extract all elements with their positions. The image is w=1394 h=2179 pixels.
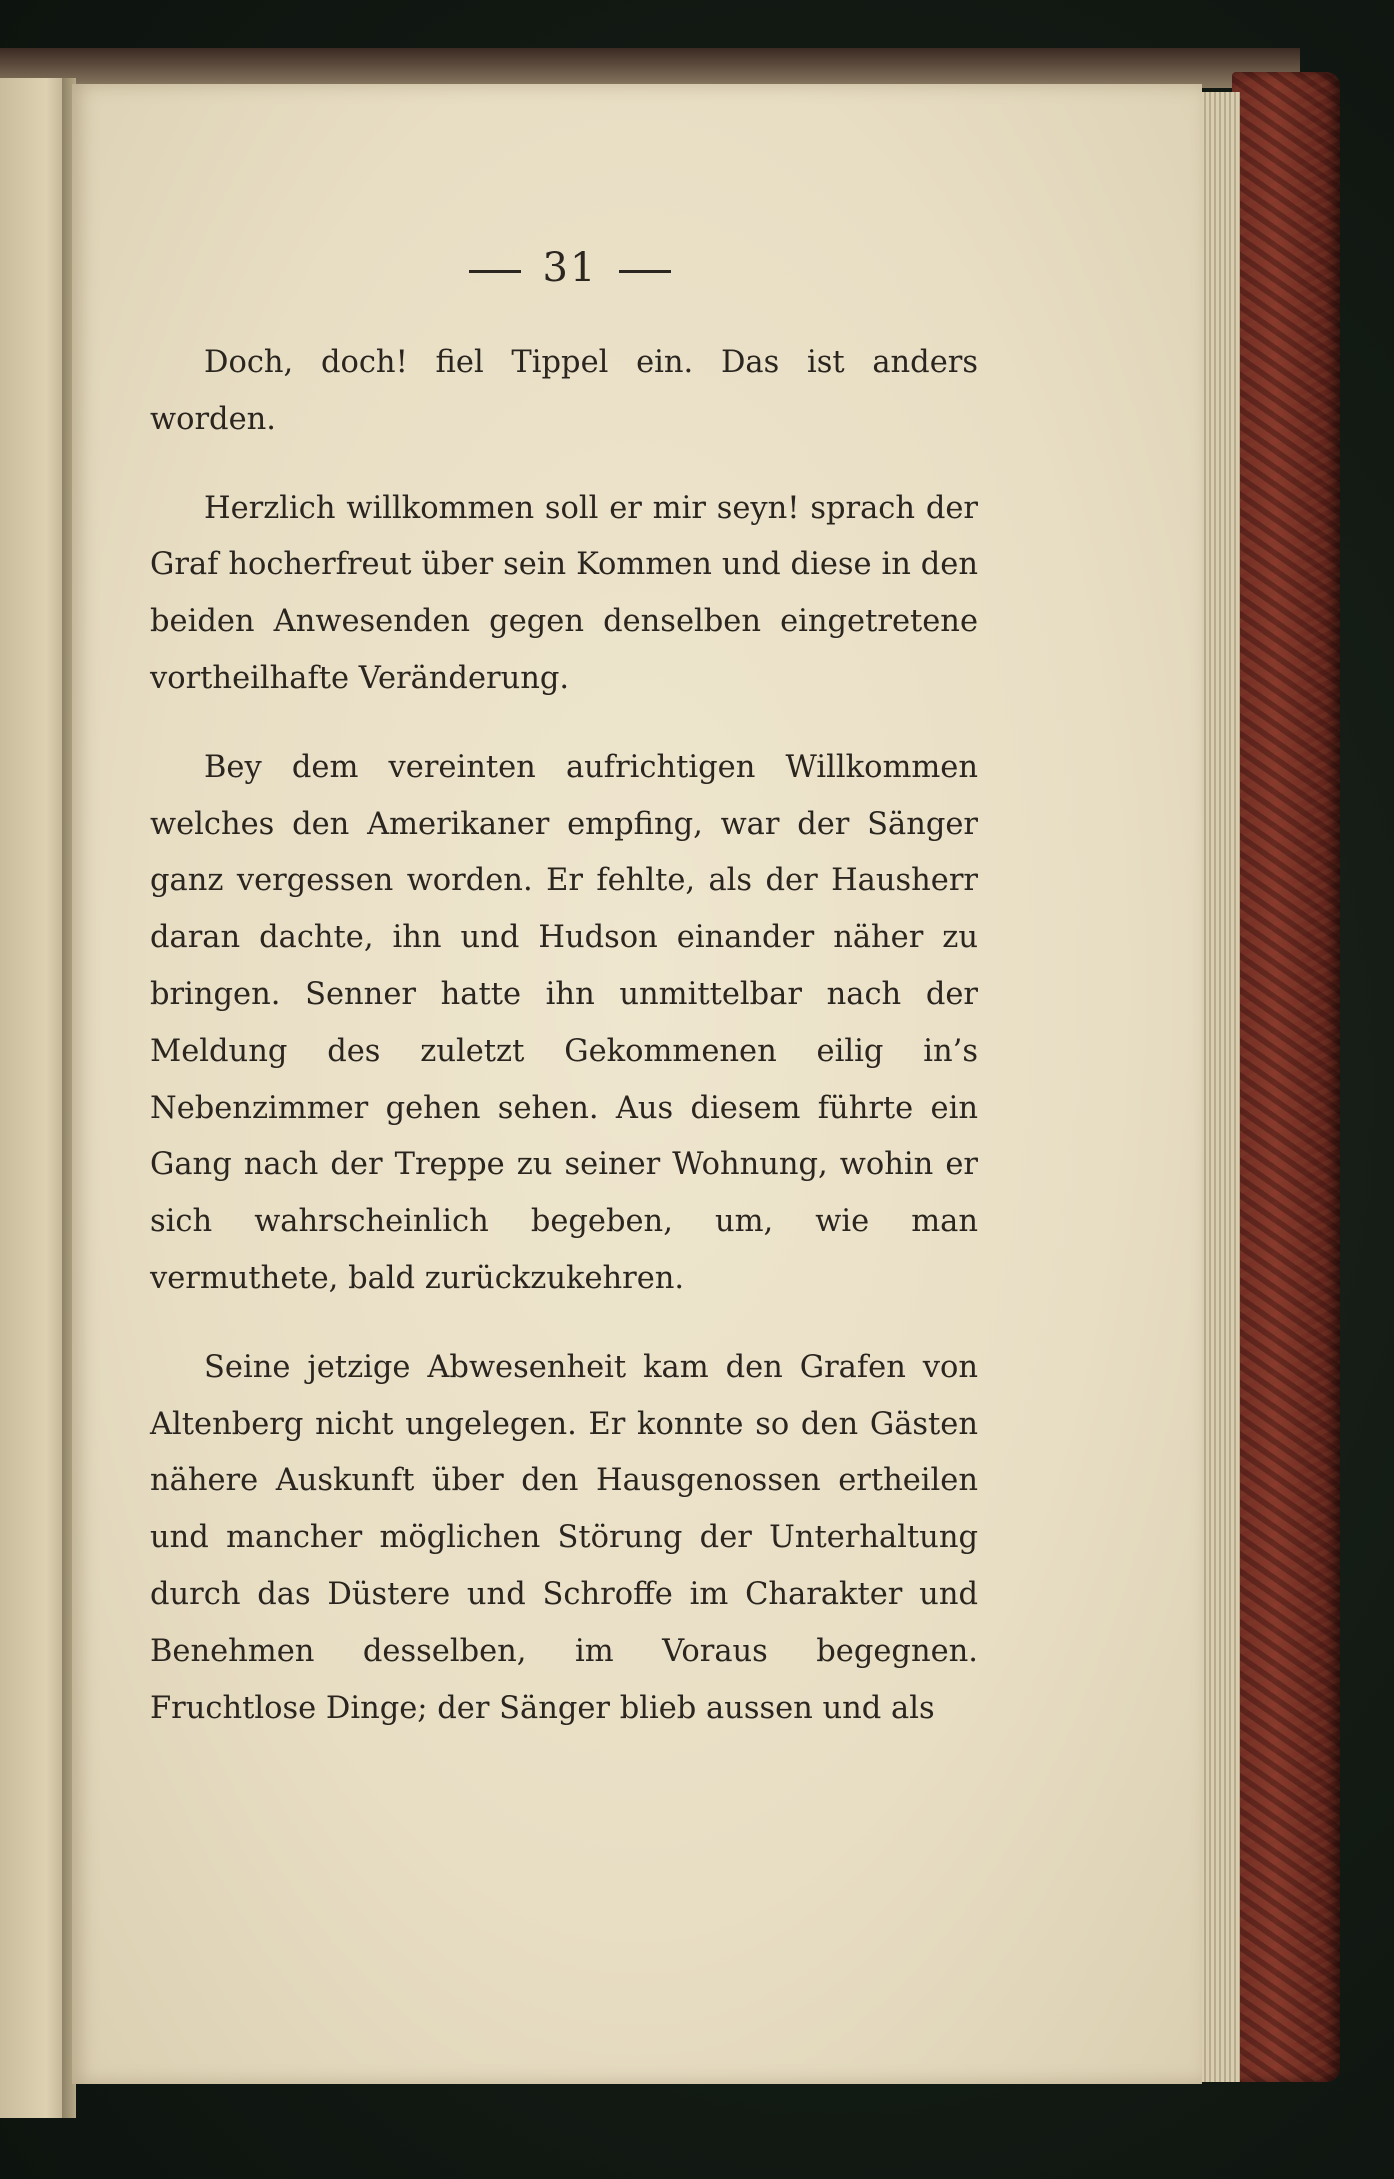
book-top-edge [0, 48, 1300, 88]
page-number: 31 [542, 245, 598, 291]
page-body-text [150, 335, 978, 1769]
paragraph-2: Herzlich willkommen soll er mir seyn! sprach der Graf hocherfreut über sein Kommen und diese in den beiden Anwesenden gegen denselben eingetretene vortheilhafte Veränderung. [150, 490, 978, 696]
page-edges [1196, 92, 1240, 2082]
book-cover-marbled [1232, 72, 1340, 2082]
page-number-dash-left [469, 270, 521, 273]
paragraph-4: Seine jetzige Abwesenheit kam den Grafen von Altenberg nicht ungelegen. Er konnte so den Gästen nähere Auskunft über den Hausgenossen ertheilen und mancher möglichen Störung der Unterhaltung durch das Düstere und Schroffe im Charakter und Benehmen desselben, im Voraus begegnen. Fruchtlose Dinge; der Sänger blieb aussen und als [150, 1349, 978, 1726]
page-header [440, 245, 700, 291]
page-number-dash-right [619, 270, 671, 273]
paragraph-1: Doch, doch! fiel Tippel ein. Das ist anders worden. [150, 345, 978, 437]
facing-page-edge [0, 78, 66, 2118]
paragraph-3: Bey dem vereinten aufrichtigen Willkommen welches den Amerikaner empfing, war der Sänger ganz vergessen worden. Er fehlte, als der Hausherr daran dachte, ihn und Hudson einander näher zu bringen. Senner hatte ihn unmittelbar nach der Meldung des zuletzt Gekommenen eilig in’s Nebenzimmer gehen sehen. Aus diesem führte ein Gang nach der Treppe zu seiner Wohnung, wohin er sich wahrscheinlich begeben, um, wie man vermuthete, bald zurückzukehren. [150, 749, 978, 1296]
